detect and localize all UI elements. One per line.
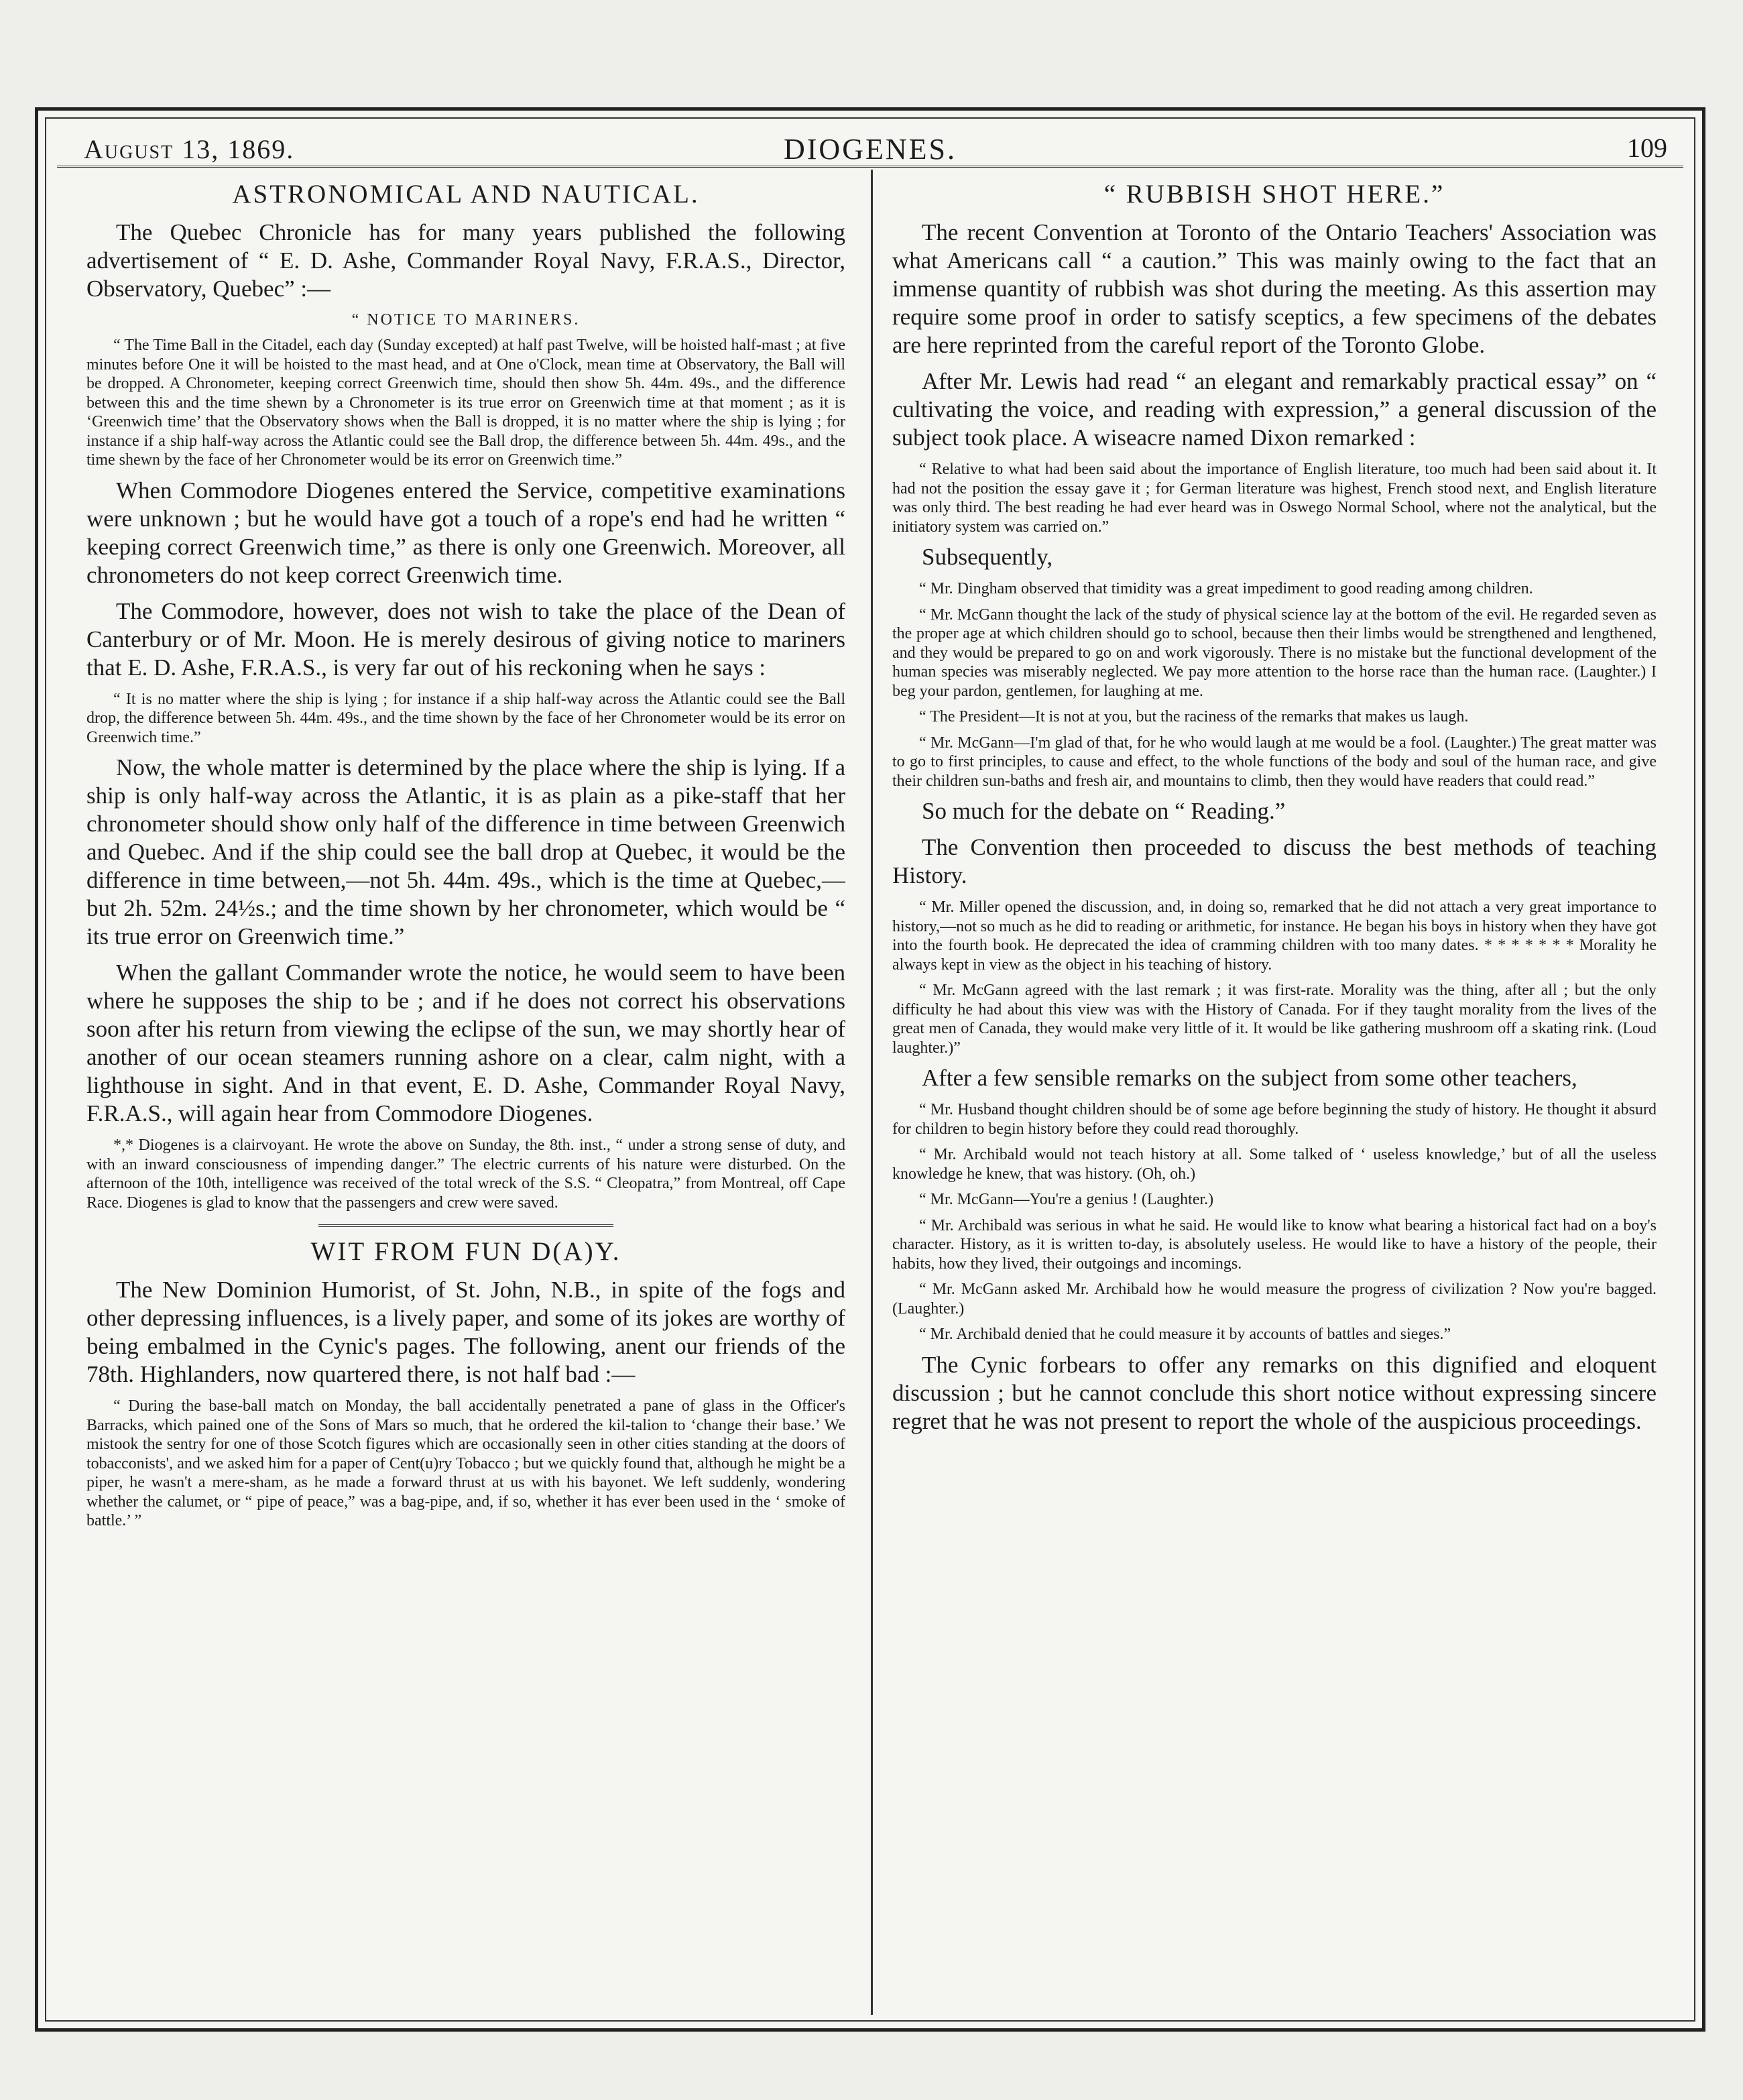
inner-border [45, 117, 1695, 2022]
paragraph: So much for the debate on “ Reading.” [922, 798, 1286, 824]
quoted-report: “ Mr. McGann asked Mr. Archibald how he would measure the progress of civilization ? Now you're bagged. (Laughter.) [892, 1281, 1657, 1318]
column-divider [871, 170, 873, 2015]
issue-date: August 13, 1869. [84, 134, 295, 164]
quoted-report: “ Mr. McGann—You're a genius ! (Laughter.) [919, 1191, 1214, 1208]
notice-heading: “ NOTICE TO MARINERS. [351, 311, 581, 329]
quoted-report: “ Mr. McGann thought the lack of the study of physical science lay at the bottom of the evil. He regarded seven as the proper age at which children should go to school, because then their limbs would be strengthened and lengthened, and they would be prepared to go on and work vigorously. There is no mistake but the functional development of the human species was miserably neglected. We pay more attention to the horse race than the human race. (Laughter.) I beg your pardon, gentlemen, for laughing at me. [892, 605, 1657, 700]
paragraph: The Quebec Chronicle has for many years published the following advertisement of “ E. D. Ashe, Commander Royal Navy, F.R.A.S., Director, Observatory, Quebec” :— [86, 219, 845, 302]
page-frame [35, 107, 1705, 2032]
paragraph: The Convention then proceeded to discuss the best methods of teaching History. [892, 834, 1657, 888]
quoted-report: “ Mr. Archibald was serious in what he said. He would like to know what bearing a historical fact had on a boy's character. History, as it is written to-day, is absolutely useless. He would like to have a history of the people, their habits, how they lived, their outgoings and incomings. [892, 1216, 1657, 1273]
quoted-report: “ Mr. McGann—I'm glad of that, for he who would laugh at me would be a fool. (Laughter.) The great matter was to go to first principles, to cause and effect, to the whole functions of the body and soul of the human race, and give their children sun-baths and fresh air, and mountains to climb, then they would have readers that could read.” [892, 734, 1657, 790]
paragraph: After Mr. Lewis had read “ an elegant and remarkably practical essay” on “ cultivating the voice, and reading with expression,” a general discussion of the subject took place. A wiseacre named Dixon remarked : [892, 368, 1657, 451]
page-number: 109 [1627, 133, 1667, 163]
paragraph: Subsequently, [922, 544, 1053, 570]
paragraph: When the gallant Commander wrote the notice, he would seem to have been where he supposes the ship to be ; and if he does not correct his observations soon after his return from viewing the eclipse of the sun, we may shortly hear of another of our ocean steamers running ashore on a clear, calm night, with a lighthouse in sight. And in that event, E. D. Ashe, Commander Royal Navy, F.R.A.S., will again hear from Commodore Diogenes. [86, 959, 845, 1126]
quoted-report: “ Mr. Miller opened the discussion, and, in doing so, remarked that he did not attach a very great importance to history,—not so much as he did to reading or arithmetic, for instance. He began his boys in history when they have got into the fourth book. He deprecated the idea of cramming children with too many dates. * * * * * * * Morality he always kept in view as the object in his teaching of history. [892, 898, 1657, 974]
publication-title: DIOGENES. [784, 133, 957, 166]
quoted-report: “ The President—It is not at you, but the raciness of the remarks that makes us laugh. [919, 708, 1469, 725]
quoted-joke: “ During the base-ball match on Monday, the ball accidentally penetrated a pane of glass in the Officer's Barracks, which pained one of the Sons of Mars so much, that he ordered the kil-talion to ‘change their base.’ We mistook the sentry for one of those Scotch figures which are occasionally seen in other cities standing at the doors of tobacconists', and we asked him for a paper of Cent(u)ry Tobacco ; but we quickly found that, although he might be a piper, he wasn't a mere-sham, as he made a forward thrust at us with his bayonet. We left suddenly, wondering whether the calumet, or “ pipe of peace,” was a bag-pipe, and, if so, whether it has ever been used in the ‘ smoke of battle.’ ” [86, 1397, 845, 1529]
article-title-wit: WIT FROM FUN D(A)Y. [310, 1237, 621, 1266]
paragraph: The Commodore, however, does not wish to take the place of the Dean of Canterbury or of Mr. Moon. He is merely desirous of giving notice to mariners that E. D. Ashe, F.R.A.S., is very far out of his reckoning when he says : [86, 597, 845, 681]
quoted-report: “ Relative to what had been said about the importance of English literature, too much had been said about it. It had not the position the essay gave it ; for German literature was highest, French stood next, and English literature was only third. The best reading he had ever heard was in Oswego Normal School, where not the analytical, but the initiatory system was carried on.” [892, 461, 1657, 536]
paragraph: Now, the whole matter is determined by the place where the ship is lying. If a ship is only half-way across the Atlantic, it is as plain as a pike-staff that her chronometer should show only half of the difference in time between Greenwich and Quebec. And if the ship could see the ball drop at Quebec, it would be the difference in time between,—not 5h. 44m. 49s., which is the time at Quebec,—but 2h. 52m. 24½s.; and the time shown by her chronometer, which would be “ its true error on Greenwich time.” [86, 754, 845, 949]
quoted-report: “ Mr. Dingham observed that timidity was a great impediment to good reading among children. [919, 580, 1533, 597]
paragraph: When Commodore Diogenes entered the Service, competitive examinations were unknown ; but he would have got a touch of a rope's end had he written “ keeping correct Greenwich time,” as there is only one Greenwich. Moreover, all chronometers do not keep correct Greenwich time. [86, 477, 845, 588]
quoted-notice: “ It is no matter where the ship is lying ; for instance if a ship half-way across the Atlantic could see the Ball drop, the difference between 5h. 44m. 49s., and the time shown by the face of her Chronometer would be its error on Greenwich time.” [86, 690, 845, 746]
section-rule [318, 1224, 613, 1227]
paragraph: After a few sensible remarks on the subject from some other teachers, [922, 1065, 1577, 1091]
quoted-report: “ Mr. McGann agreed with the last remark ; it was first-rate. Morality was the thing, after all ; but the only difficulty he had about this view was with the History of Canada. For if they taught morality from the lives of the great men of Canada, they would make very little of it. It would be like gathering mushroom off a skating rink. (Loud laughter.)” [892, 982, 1657, 1057]
quoted-report: “ Mr. Archibald would not teach history at all. Some talked of ‘ useless knowledge,’ but of all the useless knowledge he knew, that was history. (Oh, oh.) [892, 1146, 1657, 1183]
editor-note: *,* Diogenes is a clairvoyant. He wrote the above on Sunday, the 8th. inst., “ under a strong sense of duty, and with an inward consciousness of impending danger.” The electric currents of his nature were disturbed. On the afternoon of the 10th, intelligence was received of the total wreck of the S.S. “ Cleopatra,” from Montreal, off Cape Race. Diogenes is glad to know that the passengers and crew were saved. [86, 1136, 845, 1212]
left-column [86, 179, 845, 2014]
paragraph: The recent Convention at Toronto of the Ontario Teachers' Association was what Americans call “ a caution.” This was mainly owing to the fact that an immense quantity of rubbish was shot during the meeting. As this assertion may require some proof in order to satisfy sceptics, a few specimens of the debates are here reprinted from the careful report of the Toronto Globe. [892, 219, 1657, 358]
paragraph: The New Dominion Humorist, of St. John, N.B., in spite of the fogs and other depressing influences, is a lively paper, and some of its jokes are worthy of being embalmed in the Cynic's pages. The following, anent our friends of the 78th. Highlanders, now quartered there, is not half bad :— [86, 1277, 845, 1387]
article-title-rubbish: “ RUBBISH SHOT HERE.” [1103, 180, 1445, 209]
masthead [57, 123, 1683, 168]
quoted-report: “ Mr. Husband thought children should be of some age before beginning the study of history. He thought it absurd for children to begin history before they could read thoroughly. [892, 1101, 1657, 1138]
quoted-notice: “ The Time Ball in the Citadel, each day (Sunday excepted) at half past Twelve, will be hoisted half-mast ; at five minutes before One it will be hoisted to the mast head, and at One o'Clock, mean time at Observatory, the Ball will be dropped. A Chronometer, keeping correct Greenwich time, should then show 5h. 44m. 49s., and the difference between this and the time shewn by a Chronometer is its true error on Greenwich time at that moment ; as it is ‘Greenwich time’ that the Observatory shows when the Ball is dropped, it is no matter where the ship is lying ; for instance if a ship half-way across the Atlantic could see the Ball drop, the difference between 5h. 44m. 49s., and the time shewn by the face of her Chronometer would be its error on Greenwich time.” [86, 337, 845, 469]
paragraph: The Cynic forbears to offer any remarks on this dignified and eloquent discussion ; but he cannot conclude this short notice without expressing sincere regret that he was not present to report the whole of the auspicious proceedings. [892, 1351, 1657, 1434]
article-title-astronomical: ASTRONOMICAL AND NAUTICAL. [232, 180, 700, 209]
quoted-report: “ Mr. Archibald denied that he could measure it by accounts of battles and sieges.” [919, 1326, 1451, 1343]
right-column [892, 179, 1657, 2014]
